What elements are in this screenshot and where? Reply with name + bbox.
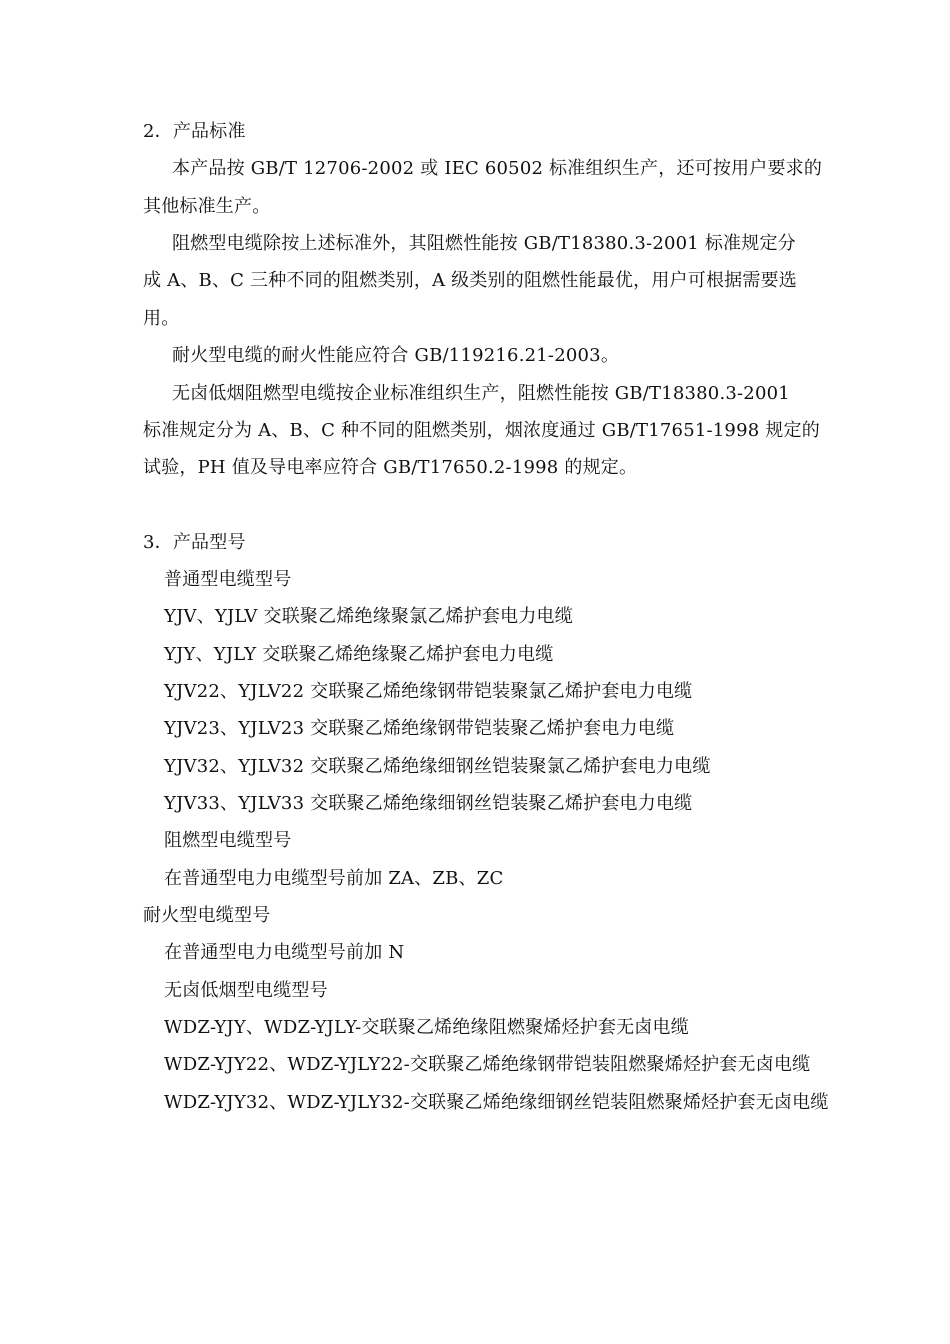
standard-paragraph-2-line-2: 成 A、B、C 三种不同的阻燃类别，A 级类别的阻燃性能最优，用户可根据需要选 xyxy=(143,270,797,291)
model-list-item: YJY、YJLY 交联聚乙烯绝缘聚乙烯护套电力电缆 xyxy=(164,644,554,665)
model-list-item: YJV33、YJLV33 交联聚乙烯绝缘细钢丝铠装聚乙烯护套电力电缆 xyxy=(164,793,693,814)
model-list-item: YJV、YJLV 交联聚乙烯绝缘聚氯乙烯护套电力电缆 xyxy=(164,606,573,627)
standard-paragraph-2-line-1: 阻燃型电缆除按上述标准外，其阻燃性能按 GB/T18380.3-2001 标准规定分 xyxy=(172,233,796,254)
section-2-heading: 2．产品标准 xyxy=(143,121,246,142)
model-list-item: 在普通型电力电缆型号前加 N xyxy=(164,942,405,963)
standard-paragraph-1-line-2: 其他标准生产。 xyxy=(143,196,271,217)
model-list-item: YJV32、YJLV32 交联聚乙烯绝缘细钢丝铠装聚氯乙烯护套电力电缆 xyxy=(164,756,711,777)
model-list-item: YJV22、YJLV22 交联聚乙烯绝缘钢带铠装聚氯乙烯护套电力电缆 xyxy=(164,681,693,702)
standard-paragraph-4-line-1: 无卤低烟阻燃型电缆按企业标准组织生产，阻燃性能按 GB/T18380.3-2001 xyxy=(172,383,790,404)
model-list-item: 在普通型电力电缆型号前加 ZA、ZB、ZC xyxy=(164,868,504,889)
standard-paragraph-4-line-2: 标准规定分为 A、B、C 种不同的阻燃类别，烟浓度通过 GB/T17651-1998 规定的 xyxy=(143,420,820,441)
standard-paragraph-3-line-1: 耐火型电缆的耐火性能应符合 GB/119216.21-2003。 xyxy=(172,345,620,366)
standard-paragraph-1-line-1: 本产品按 GB/T 12706-2002 或 IEC 60502 标准组织生产，还可按用户要求的 xyxy=(172,158,823,179)
model-list-item: 普通型电缆型号 xyxy=(164,569,292,590)
model-list-item: WDZ-YJY22、WDZ-YJLY22-交联聚乙烯绝缘钢带铠装阻燃聚烯烃护套无卤电缆 xyxy=(164,1054,811,1075)
section-3-heading: 3．产品型号 xyxy=(143,532,246,553)
model-list-item: YJV23、YJLV23 交联聚乙烯绝缘钢带铠装聚乙烯护套电力电缆 xyxy=(164,718,675,739)
model-list-item: WDZ-YJY、WDZ-YJLY-交联聚乙烯绝缘阻燃聚烯烃护套无卤电缆 xyxy=(164,1017,689,1038)
standard-paragraph-4-line-3: 试验，PH 值及导电率应符合 GB/T17650.2-1998 的规定。 xyxy=(143,457,638,478)
model-list-item: 无卤低烟型电缆型号 xyxy=(164,980,328,1001)
model-list-item: 阻燃型电缆型号 xyxy=(164,830,292,851)
model-list-item: 耐火型电缆型号 xyxy=(143,905,271,926)
model-list-item: WDZ-YJY32、WDZ-YJLY32-交联聚乙烯绝缘细钢丝铠装阻燃聚烯烃护套无卤电缆 xyxy=(164,1092,829,1113)
standard-paragraph-2-line-3: 用。 xyxy=(143,308,180,329)
